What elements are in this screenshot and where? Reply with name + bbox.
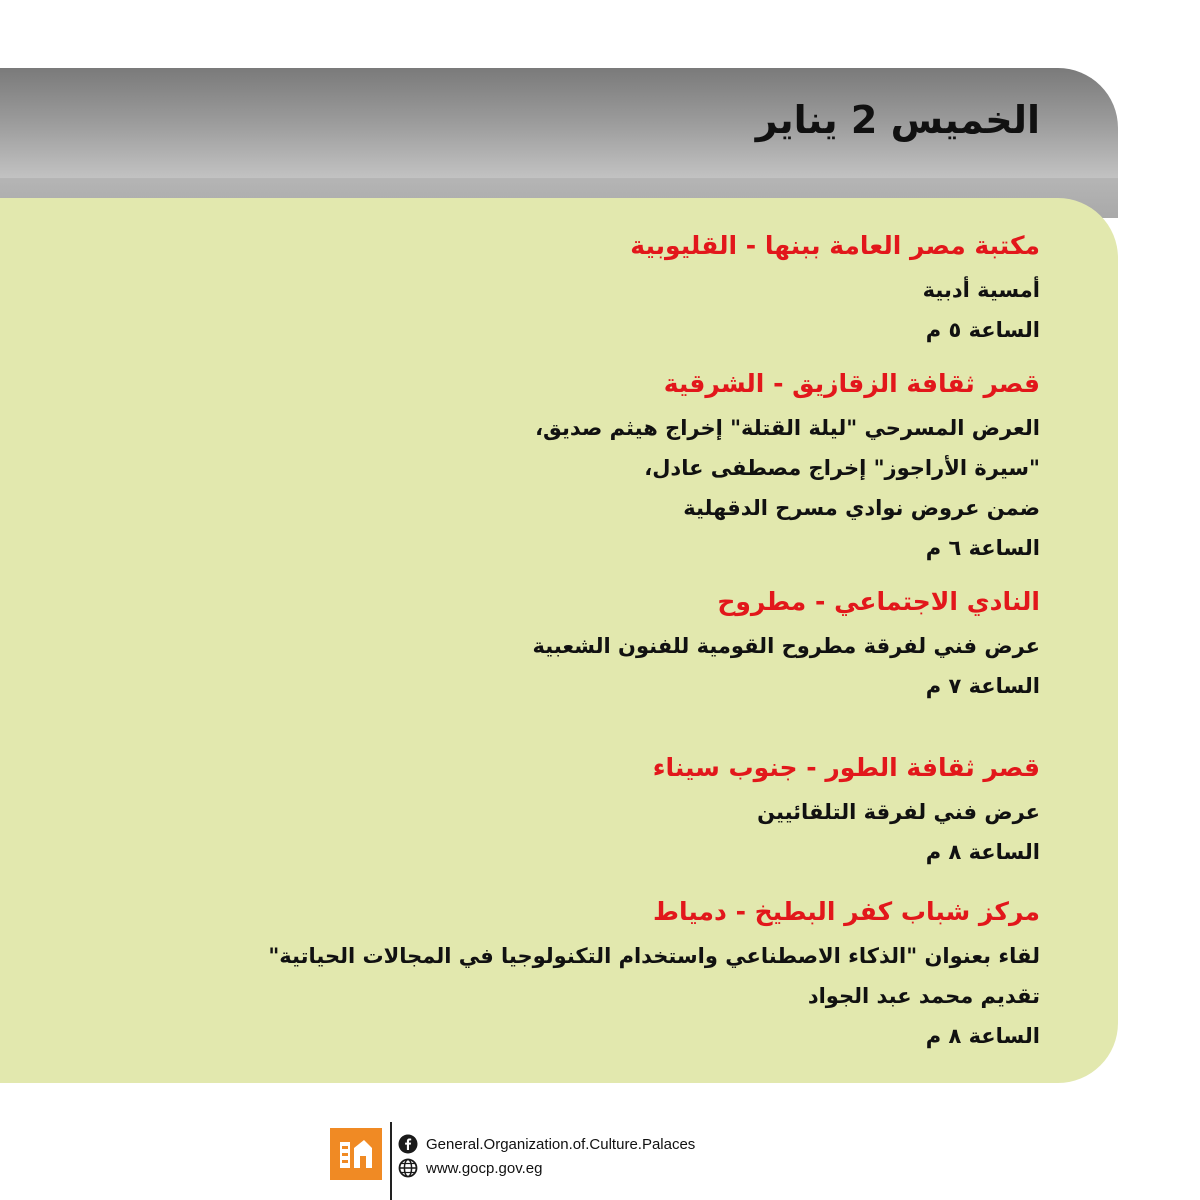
gocp-logo-mark	[336, 1134, 376, 1174]
header-band	[0, 68, 1118, 218]
event-detail: "سيرة الأراجوز" إخراج مصطفى عادل،	[644, 456, 1040, 480]
event-detail: ضمن عروض نوادي مسرح الدقهلية	[683, 496, 1040, 520]
page-title: الخميس 2 يناير	[755, 98, 1040, 142]
footer	[330, 1122, 750, 1200]
event-item	[220, 222, 1040, 350]
event-item	[220, 744, 1040, 872]
website-url: www.gocp.gov.eg	[426, 1159, 543, 1177]
website-link[interactable]	[398, 1156, 542, 1180]
event-detail: تقديم محمد عبد الجواد	[807, 984, 1040, 1008]
event-time: الساعة ٧ م	[925, 674, 1040, 698]
event-time: الساعة ٨ م	[925, 840, 1040, 864]
event-time: الساعة ٦ م	[925, 536, 1040, 560]
facebook-icon	[398, 1134, 418, 1154]
gocp-logo	[330, 1128, 382, 1180]
event-venue: النادي الاجتماعي - مطروح	[717, 587, 1040, 616]
event-venue: مكتبة مصر العامة ببنها - القليوبية	[630, 231, 1040, 260]
event-detail: أمسية أدبية	[922, 278, 1040, 302]
footer-divider	[390, 1122, 392, 1200]
event-detail: عرض فني لفرقة مطروح القومية للفنون الشعبية	[532, 634, 1040, 658]
facebook-link[interactable]	[398, 1132, 695, 1156]
event-venue: مركز شباب كفر البطيخ - دمياط	[653, 897, 1040, 926]
event-venue: قصر ثقافة الزقازيق - الشرقية	[663, 369, 1040, 398]
globe-icon	[398, 1158, 418, 1178]
facebook-page-name: General.Organization.of.Culture.Palaces	[426, 1135, 696, 1153]
event-detail: لقاء بعنوان "الذكاء الاصطناعي واستخدام التكنولوجيا في المجالات الحياتية"	[268, 944, 1040, 968]
event-item	[220, 888, 1040, 1056]
event-time: الساعة ٨ م	[925, 1024, 1040, 1048]
event-venue: قصر ثقافة الطور - جنوب سيناء	[652, 753, 1040, 782]
event-item	[220, 360, 1040, 568]
event-detail: عرض فني لفرقة التلقائيين	[757, 800, 1040, 824]
events-list	[220, 222, 1040, 1056]
event-item	[220, 578, 1040, 706]
event-detail: العرض المسرحي "ليلة القتلة" إخراج هيثم صديق،	[535, 416, 1040, 440]
event-time: الساعة ٥ م	[925, 318, 1040, 342]
